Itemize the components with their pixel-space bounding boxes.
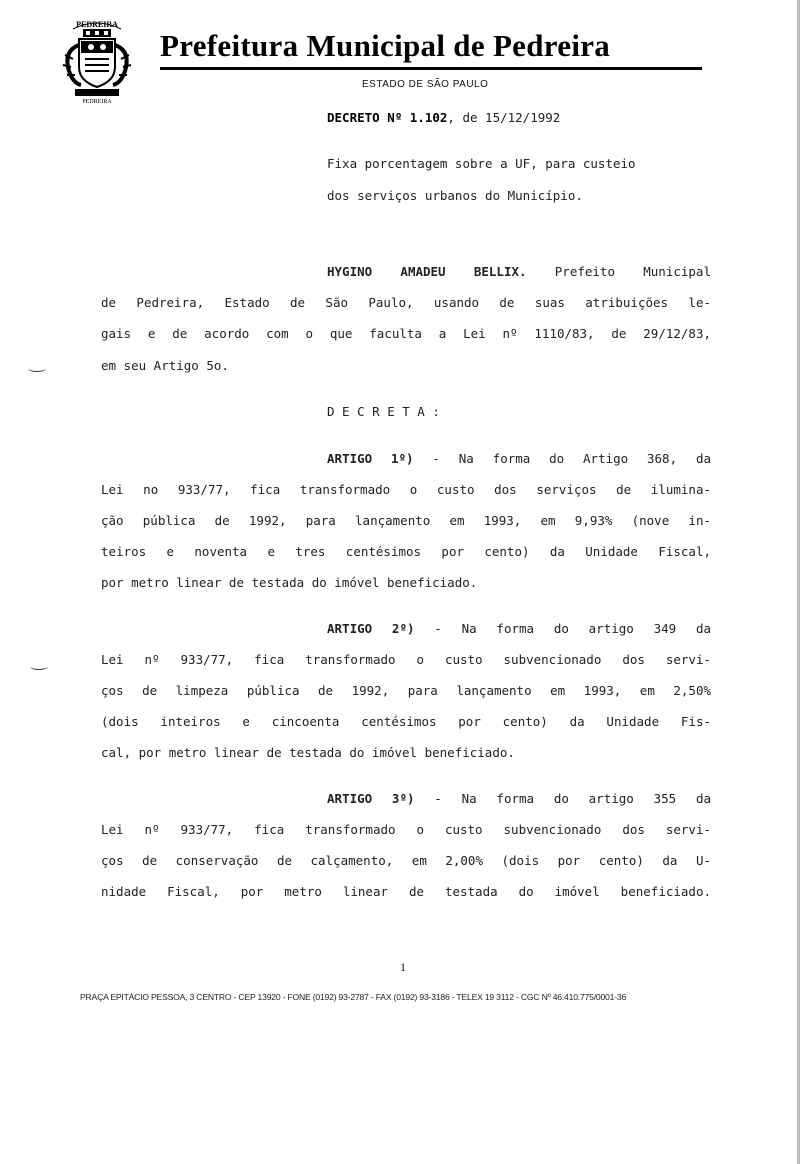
article-1-line-3: ção pública de 1992, para lançamento em 1993, em 9,93% (nove in- — [101, 513, 711, 528]
summary-line-1: Fixa porcentagem sobre a UF, para custeio — [327, 156, 636, 171]
article-3-first-text: - Na forma do artigo 355 da — [414, 791, 711, 806]
binder-hole-mark — [28, 365, 46, 372]
preamble-first-text: Prefeito Municipal — [526, 264, 711, 279]
decree-heading — [327, 110, 560, 125]
article-1-line-4: teiros e noventa e tres centésimos por cento) da Unidade Fiscal, — [101, 544, 711, 559]
article-3-line-4: nidade Fiscal, por metro linear de testada do imóvel beneficiado. — [101, 884, 711, 899]
article-2-label: ARTIGO 2º) — [327, 621, 415, 636]
preamble-line-4: em seu Artigo 5o. — [101, 358, 229, 373]
decree-number: DECRETO Nº 1.102 — [327, 110, 448, 125]
page-footer: PRAÇA EPITÁCIO PESSOA, 3 CENTRO - CEP 13920 - FONE (0192) 93-2787 - FAX (0192) 93-3186 - TELEX 19 3112 - CGC Nº 46.410.775/0001-36 — [80, 992, 627, 1002]
article-1-line-2: Lei no 933/77, fica transformado o custo dos serviços de ilumina- — [101, 482, 711, 497]
binder-hole-mark — [30, 663, 48, 670]
page-title: Prefeitura Municipal de Pedreira — [160, 28, 611, 63]
article-2-first-line — [327, 621, 711, 636]
preamble-line-1 — [327, 264, 711, 279]
crest-top-text: PEDREIRA — [76, 20, 118, 29]
summary-line-2: dos serviços urbanos do Município. — [327, 188, 583, 203]
preamble-line-3: gais e de acordo com o que faculta a Lei nº 1110/83, de 29/12/83, — [101, 326, 711, 341]
article-3-first-line — [327, 791, 711, 806]
article-2-first-text: - Na forma do artigo 349 da — [414, 621, 711, 636]
article-2-line-2: Lei nº 933/77, fica transformado o custo subvencionado dos servi- — [101, 652, 711, 667]
decreta-heading: D E C R E T A : — [327, 404, 440, 419]
article-1-first-line — [327, 451, 711, 466]
article-1-line-5: por metro linear de testada do imóvel beneficiado. — [101, 575, 478, 590]
mayor-name: HYGINO AMADEU BELLIX. — [327, 264, 527, 279]
article-3-line-2: Lei nº 933/77, fica transformado o custo subvencionado dos servi- — [101, 822, 711, 837]
preamble-line-2: de Pedreira, Estado de São Paulo, usando de suas atribuições le- — [101, 295, 711, 310]
decree-date: , de 15/12/1992 — [447, 110, 561, 125]
article-2-line-5: cal, por metro linear de testada do imóvel beneficiado. — [101, 745, 515, 760]
article-2-line-4: (dois inteiros e cincoenta centésimos por cento) da Unidade Fis- — [101, 714, 711, 729]
crest-bottom-text: PEDREIRA — [82, 99, 112, 105]
page-number: 1 — [400, 960, 406, 974]
article-2-line-3: ços de limpeza pública de 1992, para lançamento em 1993, em 2,50% — [101, 683, 711, 698]
article-3-line-3: ços de conservação de calçamento, em 2,00% (dois por cento) da U- — [101, 853, 711, 868]
article-3-label: ARTIGO 3º) — [327, 791, 415, 806]
article-1-label: ARTIGO 1º) — [327, 451, 414, 466]
title-rule — [160, 67, 702, 70]
municipal-crest-icon — [55, 15, 140, 105]
state-subtitle: ESTADO DE SÃO PAULO — [362, 79, 489, 90]
article-1-first-text: - Na forma do Artigo 368, da — [413, 451, 711, 466]
